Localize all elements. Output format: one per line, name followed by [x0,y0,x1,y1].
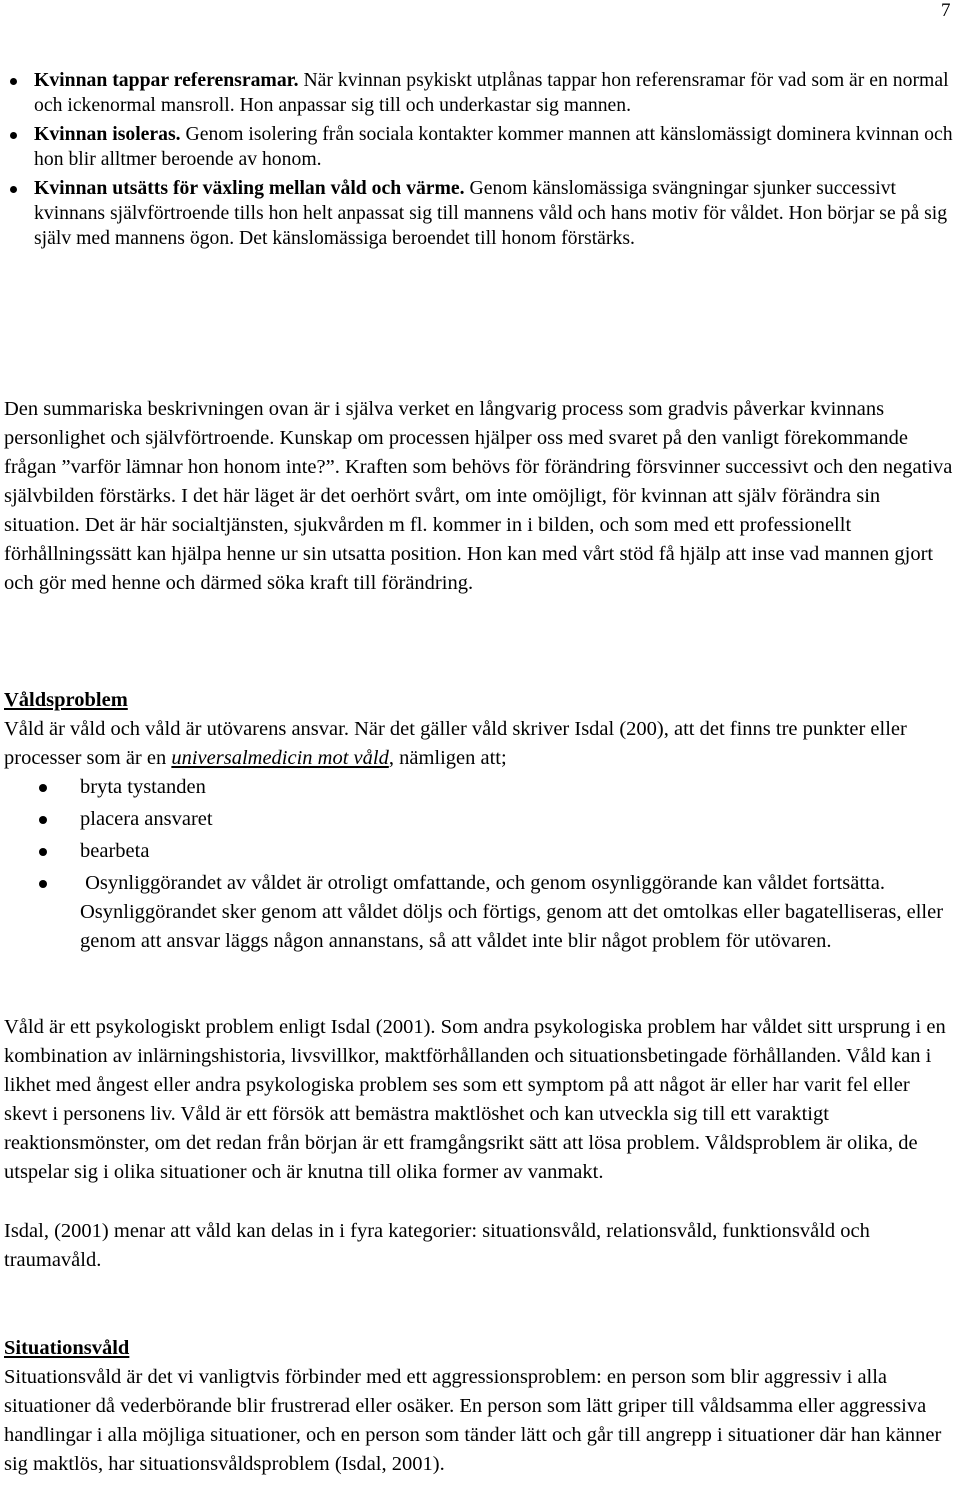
bullet-bold-text: Kvinnan tappar referensramar. [34,69,299,91]
top-bullet-list [4,68,954,255]
list-item [4,122,954,172]
section-valdsproblem [4,686,954,959]
bullet-icon [39,880,47,888]
bullet-icon [39,816,47,824]
bullet-icon [39,848,47,856]
section-heading: Våldsproblem [4,689,128,711]
list-item [4,869,954,956]
psychology-paragraph: Våld är ett psykologiskt problem enligt Isdal (2001). Som andra psykologiska problem har våldet sitt ursprung i en kombination av inlärningshistoria, livsvillkor, maktförhållanden och situationsbetingade förhållanden. Våld kan i likhet med ångest eller andra psykologiska problem ses som ett symptom på att något är eller har varit fel eller skevt i personens liv. Våld är ett försök att bemästra maktlöshet och kan utveckla sig till ett varaktigt reaktionsmönster, om det redan från början är ett framgångsrikt sätt att lösa problem. Våldsproblem är olika, de utspelar sig i olika situationer och är knutna till olika former av vanmakt. [4,1016,946,1183]
bullet-text: Genom känslomässiga svängningar sjunker successivt kvinnans självförtroende tills hon helt anpassat sig till mannens våld och hans motiv för våldet. Hon börjar se på sig själv med mannens ögon. Det känslomässiga beroendet till honom förstärks. [34,177,948,249]
list-item-text: bearbeta [80,840,150,862]
intro-text-end: , nämligen att; [388,747,507,769]
bullet-bold-text: Kvinnan isoleras. [34,123,181,145]
intro-italic-text: universalmedicin mot våld [171,747,389,769]
list-item-text: bryta tystanden [80,776,206,798]
section-heading: Situationsvåld [4,1337,130,1359]
bullet-icon [10,186,17,193]
categories-paragraph: Isdal, (2001) menar att våld kan delas in i fyra kategorier: situationsvåld, relationsvåld, funktionsvåld och traumavåld. [4,1220,870,1271]
bullet-icon [39,784,47,792]
list-item [4,176,954,251]
list-item [4,68,954,118]
bullet-bold-text: Kvinnan utsätts för växling mellan våld och värme. [34,177,465,199]
section-paragraph: Situationsvåld är det vi vanligtvis förbinder med ett aggressionsproblem: en person som blir aggressiv i alla situationer då vederbörande blir frustrerad eller osäker. En person som lätt griper till våldsamma eller aggressiva handlingar i alla möjliga situationer, och en person som tänder lätt och går till angrepp i situationer där han känner sig maktlös, har situationsvåldsproblem (Isdal, 2001). [4,1366,942,1475]
section-situationsvald [4,1334,954,1479]
section-intro [4,715,954,773]
bullet-icon [10,78,17,85]
list-item [4,837,954,866]
list-item-text: Osynliggörandet av våldet är otroligt omfattande, och genom osynliggörande kan våldet fortsätta. Osynliggörandet sker genom att våldet döljs och förtigs, genom att det omtolkas eller bagatelliseras, eller genom att ansvar läggs någon annanstans, så att våldet inte blir något problem för utövaren. [80,872,949,952]
bullet-text: Genom isolering från sociala kontakter kommer mannen att känslomässigt dominera kvinnan och hon blir alltmer beroende av honom. [34,123,953,170]
list-item [4,773,954,802]
intro-text: Våld är våld och våld är utövarens ansvar. När det gäller våld skriver Isdal (200), att det finns tre punkter eller processer som är en [4,718,907,769]
page-number: 7 [941,0,951,21]
bullet-text: När kvinnan psykiskt utplånas tappar hon referensramar för vad som är en normal och ickenormal mansroll. Hon anpassar sig till och underkastar sig mannen. [34,69,949,116]
bullet-icon [10,132,17,139]
list-item [4,805,954,834]
summary-paragraph: Den summariska beskrivningen ovan är i själva verket en långvarig process som gradvis påverkar kvinnans personlighet och självförtroende. Kunskap om processen hjälper oss med svaret på den vanligt förekommande frågan ”varför lämnar hon honom inte?”. Kraften som behövs för förändring försvinner successivt och den negativa självbilden förstärks. I det här läget är det oerhört svårt, om inte omöjligt, för kvinnan att själv förändra sin situation. Det är här socialtjänsten, sjukvården m fl. kommer in i bilden, och som med ett professionellt förhållningssätt kan hjälpa henne ur sin utsatta position. Hon kan med vårt stöd få hjälp att inse vad mannen gjort och gör med henne och därmed söka kraft till förändring. [4,398,953,594]
process-list [4,773,954,956]
list-item-text: placera ansvaret [80,808,213,830]
